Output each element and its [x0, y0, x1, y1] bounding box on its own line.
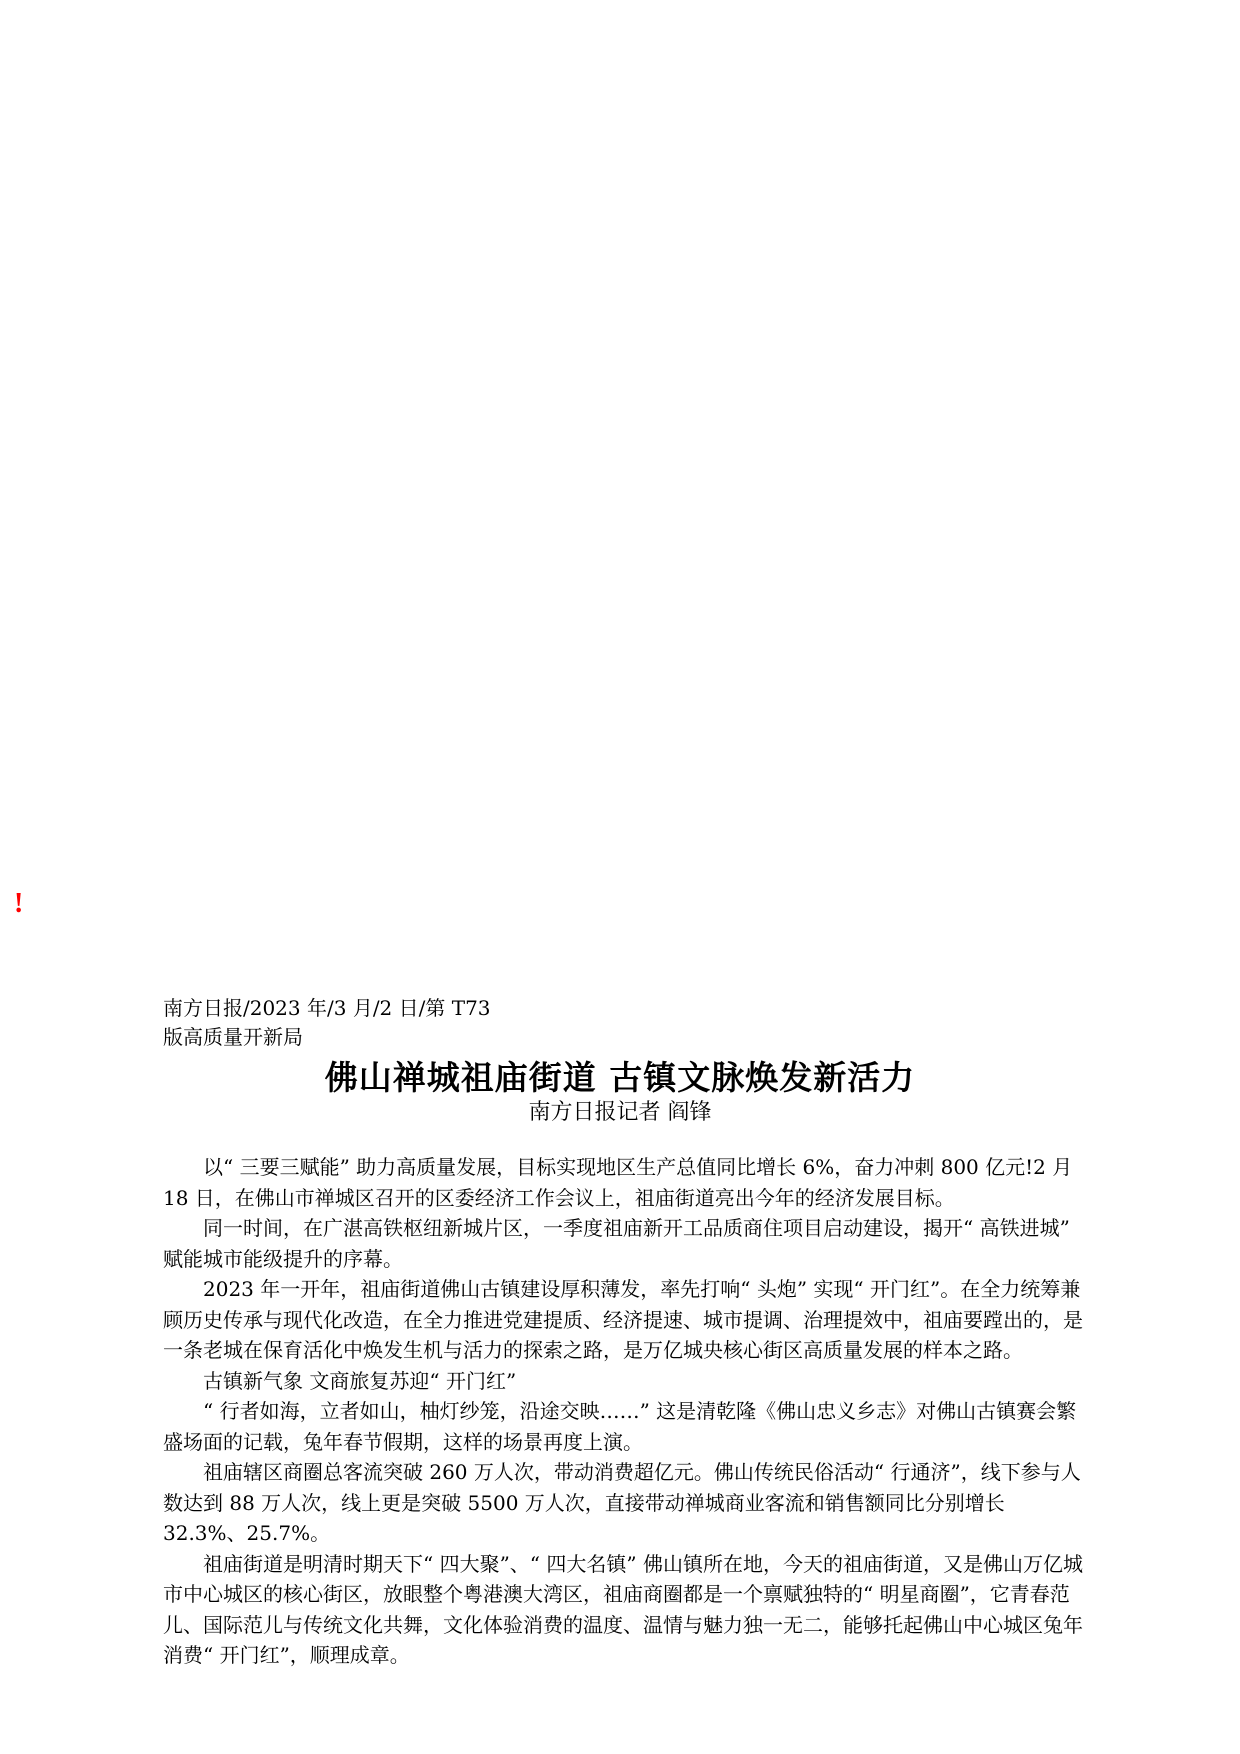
paragraph: 同一时间，在广湛高铁枢纽新城片区，一季度祖庙新开工品质商住项目启动建设，揭开“ 高铁进城” 赋能城市能级提升的序幕。: [163, 1216, 1070, 1271]
article-title: 佛山禅城祖庙街道 古镇文脉焕发新活力: [324, 1058, 916, 1097]
subheading: 古镇新气象 文商旅复苏迎“ 开门红”: [203, 1368, 517, 1393]
paragraph: 祖庙辖区商圈总客流突破 260 万人次，带动消费超亿元。佛山传统民俗活动“ 行通济”，线下参与人数达到 88 万人次，线上更是突破 5500 万人次，直接带动禅城商业客流和销售额同比分别增长 32.3%、25.7%。: [163, 1460, 1081, 1545]
source-line: 南方日报/2023 年/3 月/2 日/第 T73: [163, 996, 491, 1020]
paragraph: 祖庙街道是明清时期天下“ 四大聚”、“ 四大名镇” 佛山镇所在地，今天的祖庙街道，又是佛山万亿城市中心城区的核心街区，放眼整个粤港澳大湾区，祖庙商圈都是一个禀赋独特的“ 明星商圈”，它青春范儿、国际范儿与传统文化共舞，文化体验消费的温度、温情与魅力独一无二，能够托起佛山中心城区兔年消费“ 开门红”，顺理成章。: [163, 1551, 1083, 1667]
section-line: 版高质量开新局: [163, 1025, 303, 1049]
article-body: [163, 1152, 1083, 1671]
paragraph: 以“ 三要三赋能” 助力高质量发展，目标实现地区生产总值同比增长 6%，奋力冲刺 800 亿元!2 月 18 日，在佛山市禅城区召开的区委经济工作会议上，祖庙街道亮出今年的经济发展目标。: [163, 1155, 1073, 1210]
article-byline: 南方日报记者 阎锋: [528, 1100, 712, 1125]
source-info: [163, 994, 491, 1052]
paragraph: 2023 年一开年，祖庙街道佛山古镇建设厚积薄发，率先打响“ 头炮” 实现“ 开门红”。在全力统筹兼顾历史传承与现代化改造，在全力推进党建提质、经济提速、城市提调、治理提效中，祖庙要蹚出的，是一条老城在保育活化中焕发生机与活力的探索之路，是万亿城央核心街区高质量发展的样本之路。: [163, 1277, 1083, 1362]
warning-mark: !: [14, 888, 24, 919]
paragraph: “ 行者如海，立者如山，柚灯纱笼，沿途交映……” 这是清乾隆《佛山忠义乡志》对佛山古镇赛会繁盛场面的记载，兔年春节假期，这样的场景再度上演。: [163, 1399, 1077, 1454]
